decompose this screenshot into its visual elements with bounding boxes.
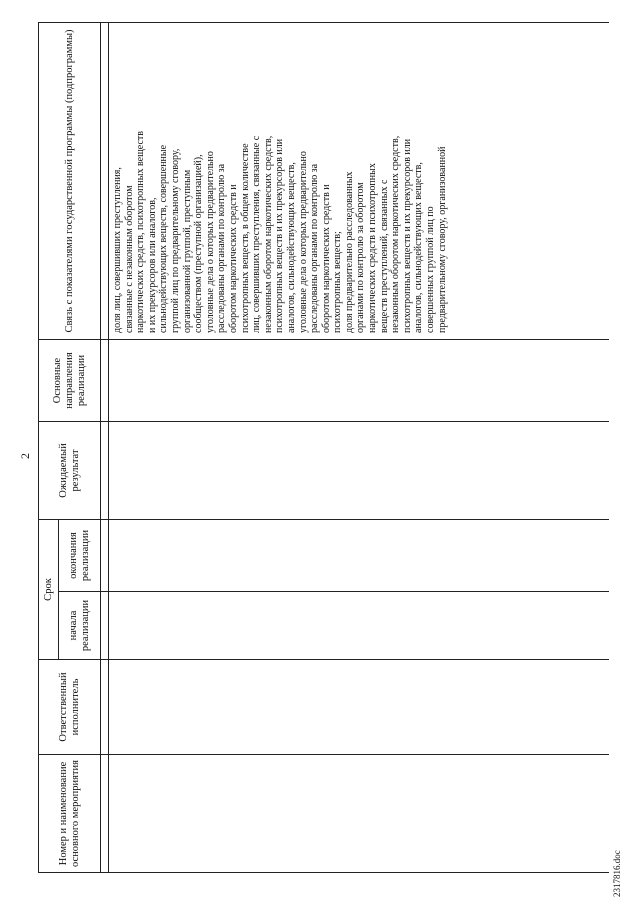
text-line: психотропных веществ;: [332, 231, 344, 333]
text-line: доля предварительно расследованных: [343, 171, 355, 333]
header-row-1: [39, 23, 59, 873]
text-line: связанные с незаконным оборотом: [123, 185, 135, 333]
text-line: органами по контролю за оборотом: [355, 182, 367, 333]
text-line: организованной группой, преступным: [181, 169, 193, 333]
text-line: расследованы органами по контролю за: [216, 163, 228, 333]
text-line: сообществом (преступной организацией),: [193, 154, 205, 333]
text-line: уголовные дела о которых предварительно: [297, 151, 309, 333]
text-line: незаконным оборотом наркотических средств,: [390, 135, 402, 333]
header-term: Срок: [39, 520, 59, 660]
text-line: веществ преступлений, связанных с: [378, 179, 390, 333]
program-table: [38, 22, 609, 873]
text-line: сильнодействующих веществ, совершенные: [158, 144, 170, 333]
text-line: психотропных веществ и их прекурсоров или: [274, 138, 286, 333]
text-line: группой лиц по предварительному сговору,: [169, 148, 181, 333]
header-term-start: начала реализации: [59, 592, 101, 660]
text-line: наркотических средств и психотропных: [367, 163, 379, 333]
text-line: оборотом наркотических средств и: [320, 184, 332, 333]
header-main-directions: Основные направления реализации: [39, 340, 101, 422]
page-number: 2: [18, 453, 32, 459]
text-line: предварительному сговору, организованной: [436, 146, 448, 333]
header-expected-result: Ожидаемый результат: [39, 422, 101, 520]
text-line: расследованы органами по контролю за: [309, 163, 321, 333]
text-line: доля лиц, совершивших преступления,: [112, 167, 123, 333]
header-executor: Ответственный исполнитель: [39, 660, 101, 755]
link-indicators-text: [109, 23, 448, 339]
text-line: незаконным оборотом наркотических средств,: [262, 135, 274, 333]
text-line: совершенных группой лиц по: [425, 206, 437, 333]
text-line: психотропных веществ и их прекурсоров или: [401, 138, 413, 333]
text-line: лиц, совершивших преступления, связанные с: [251, 135, 263, 333]
text-line: психотропных веществ, в общем количестве: [239, 143, 251, 333]
text-line: аналогов, сильнодействующих веществ,: [285, 162, 297, 333]
text-line: оборотом наркотических средств и: [227, 184, 239, 333]
document-code: 2317816.doc: [612, 850, 622, 897]
separator-row: [101, 23, 109, 873]
body-row: [109, 23, 609, 873]
header-link-indicators: Связь с показателями государственной программы (подпрограммы): [39, 23, 101, 340]
header-term-end: окончания реализации: [59, 520, 101, 592]
text-line: наркотических средств, психотропных веществ: [135, 130, 147, 333]
text-line: аналогов, сильнодействующих веществ,: [413, 162, 425, 333]
header-number-name: Номер и наименование основного мероприятия: [39, 755, 101, 873]
text-line: и их прекурсоров или аналогов,: [146, 197, 158, 333]
text-line: уголовные дела о которых предварительно: [204, 151, 216, 333]
